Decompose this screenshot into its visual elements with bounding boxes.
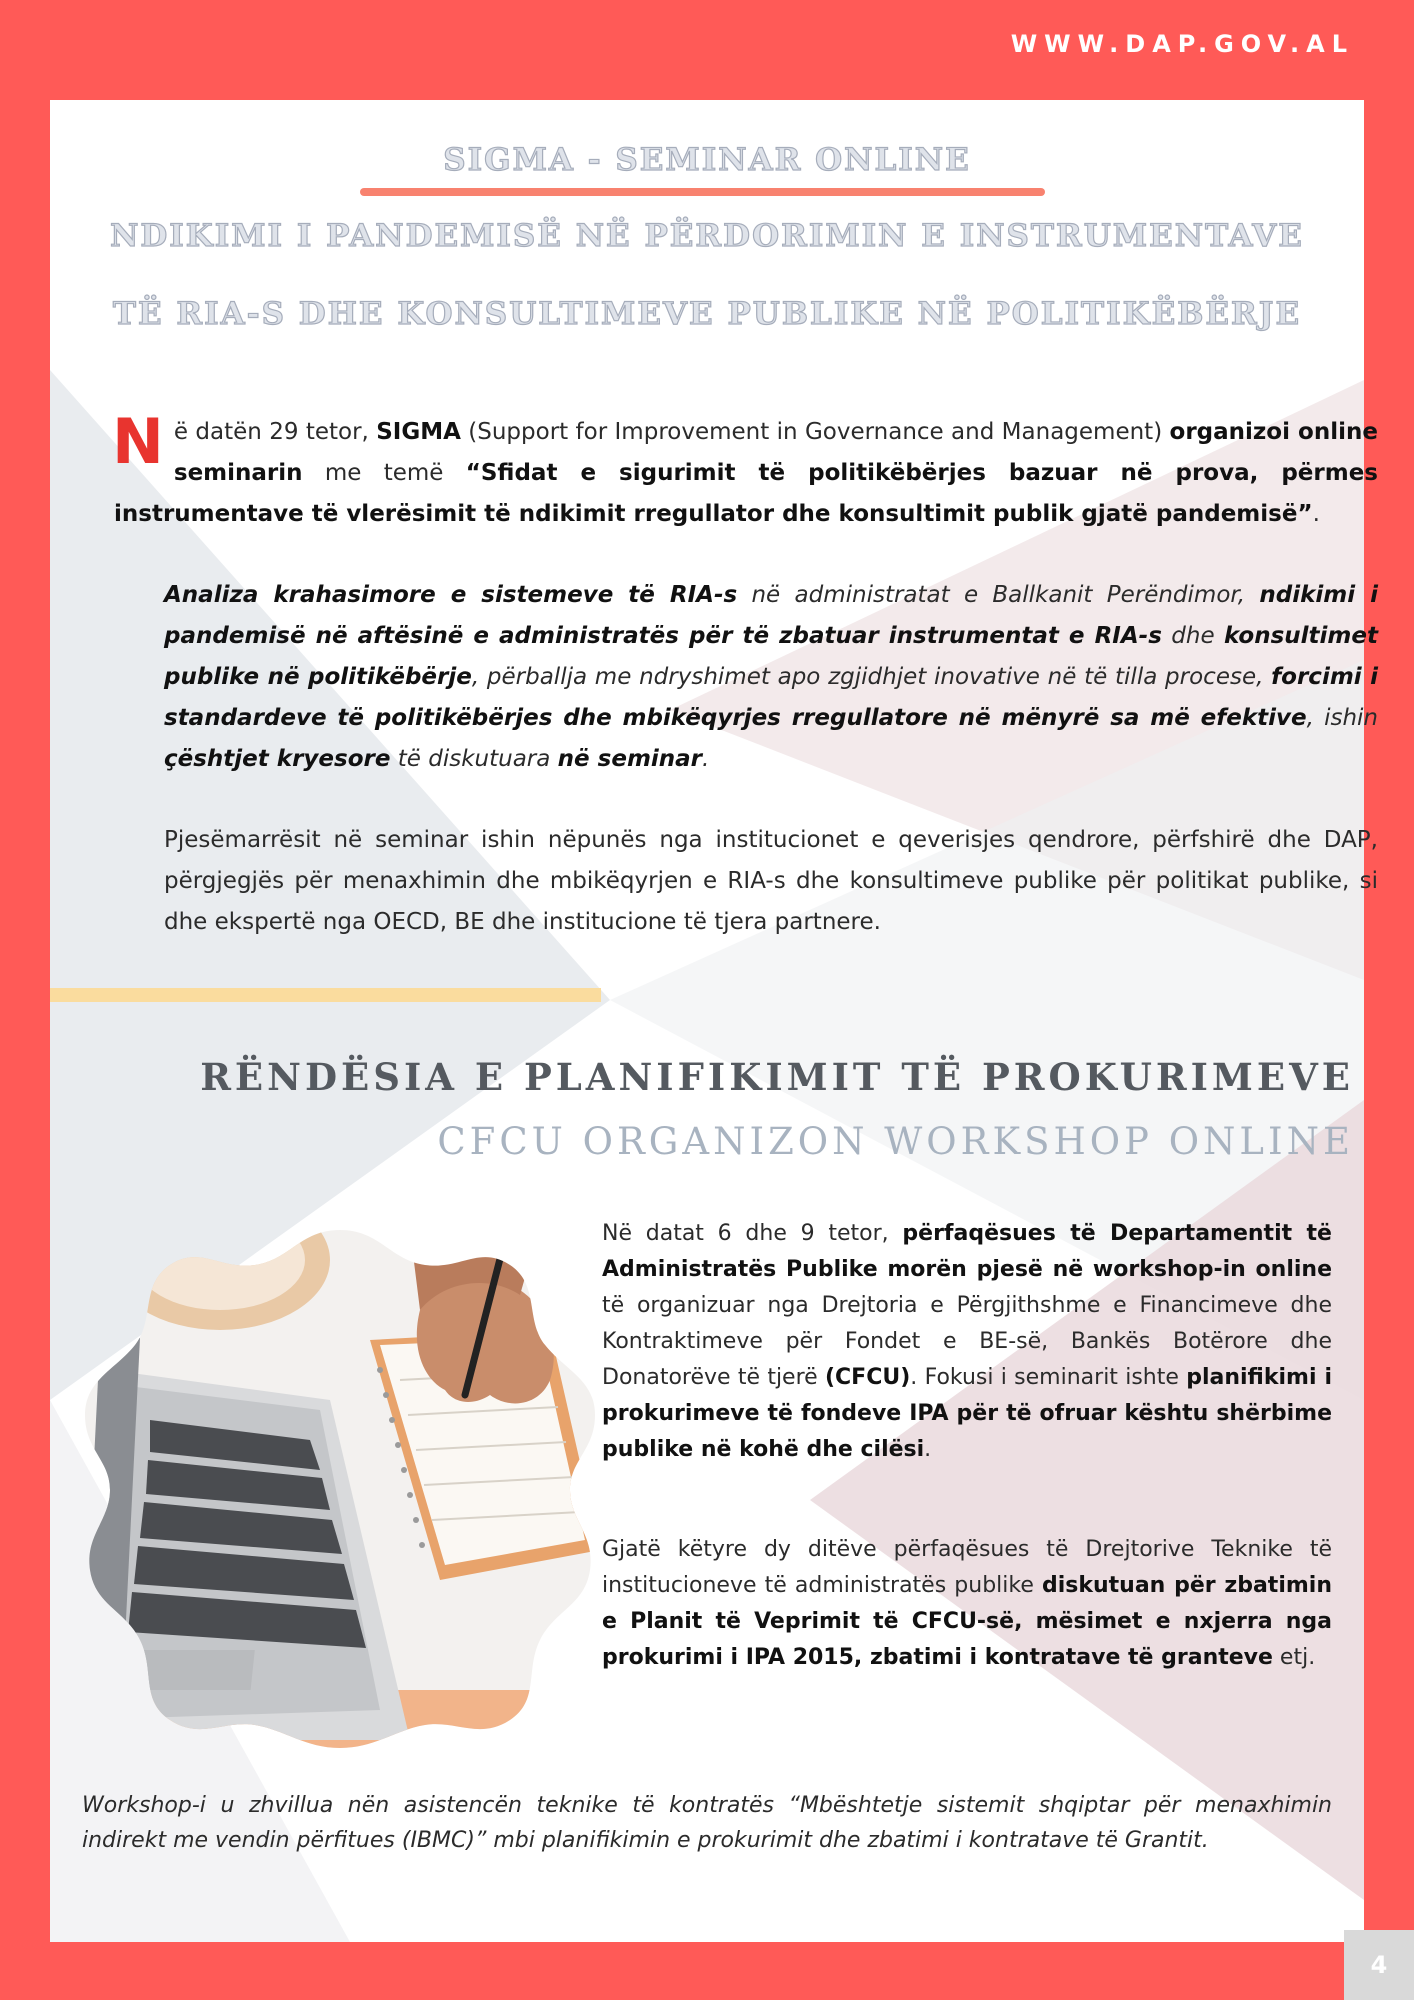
text-span: përfaqësues të Departamentit të Administratës Publike morën pjesë në workshop-in online <box>602 1221 1332 1282</box>
photo-illustration <box>80 1220 600 1750</box>
text-span: konsultimet publike në politikëbërje <box>164 623 1378 690</box>
text-span: . <box>1312 501 1320 527</box>
text-span: në seminar <box>557 746 703 772</box>
text-span: forcimi i standardeve të politikëbërjes dhe mbikëqyrjes rregullatore në mënyrë sa më efektive <box>164 664 1378 731</box>
dropcap: N <box>112 405 164 478</box>
text-span: . Fokusi i seminarit ishte <box>910 1365 1187 1390</box>
laptop-notebook-photo <box>80 1220 600 1750</box>
text-span: ndikimi i pandemisë në aftësinë e administratës për të zbatuar instrumentat e RIA-s <box>164 582 1378 649</box>
article1-paragraph2 <box>114 575 1378 780</box>
article1-paragraph3: Pjesëmarrësit në seminar ishin nëpunës nga institucionet e qeverisjes qendrore, përfshirë dhe DAP, përgjegjës për menaxhimin dhe mbikëqyrjen e RIA-s dhe konsultimeve publike për politikat publike, si dhe ekspertë nga OECD, BE dhe institucione të tjera partnere. <box>164 827 1378 935</box>
text-span: me temë <box>302 460 466 486</box>
text-span: , ishin <box>1306 705 1378 731</box>
article2-paragraph2 <box>602 1532 1332 1676</box>
text-span: diskutuan për zbatimin e Planit të Veprimit të CFCU-së, mësimet e nxjerra nga prokurimi i IPA 2015, zbatimi i kontratave të granteve <box>602 1573 1332 1670</box>
site-url: WWW.DAP.GOV.AL <box>1010 30 1354 58</box>
text-span: . <box>702 746 710 772</box>
page <box>50 100 1378 1942</box>
article1-title-line1: NDIKIMI I PANDEMISË NË PËRDORIMIN E INSTRUMENTAVE <box>110 218 1304 254</box>
article2-paragraph3: Workshop-i u zhvillua nën asistencën teknike të kontratës “Mbështetje sistemit shqiptar për menaxhimin indirekt me vendin përfitues (IBMC)” mbi planifikimin e prokurimit dhe zbatimi i kontratave të Grantit. <box>82 1793 1332 1853</box>
text-span: Analiza krahasimore e sistemeve të RIA-s <box>164 582 738 608</box>
text-span: , përballja me ndryshimet apo zgjidhjet inovative në të tilla procese, <box>471 664 1272 690</box>
text-span: dhe <box>1161 623 1224 649</box>
article1-title-line2: TË RIA-S DHE KONSULTIMEVE PUBLIKE NË POLITIKËBËRJE <box>112 296 1302 332</box>
article1-kicker: SIGMA - SEMINAR ONLINE <box>443 142 971 178</box>
text-span: në administratat e Ballkanit Perëndimor, <box>737 582 1260 608</box>
article2-title: RËNDËSIA E PLANIFIKIMIT TË PROKURIMEVE <box>200 1055 1354 1099</box>
text-span: të diskutuara <box>390 746 558 772</box>
text-span: etj. <box>1272 1645 1316 1670</box>
section-divider <box>50 988 601 1002</box>
text-span: (Support for Improvement in Governance and Management) <box>460 419 1170 445</box>
text-span: Në datat 6 dhe 9 tetor, <box>602 1221 903 1246</box>
article1-paragraph1 <box>112 405 1378 535</box>
text-span: organizoi online seminarin <box>173 419 1378 486</box>
text-span: të organizuar nga Drejtoria e Përgjithshme e Financimeve dhe Kontraktimeve për Fondet e BE-së, Bankës Botërore dhe Donatorëve të tjerë <box>602 1293 1332 1390</box>
text-span: çështjet kryesore <box>164 746 391 772</box>
text-span: (CFCU) <box>824 1365 911 1390</box>
text-span: Gjatë këtyre dy ditëve përfaqësues të Drejtorive Teknike të institucioneve të administratës publike <box>602 1537 1332 1598</box>
text-span: SIGMA <box>376 419 461 445</box>
accent-underline <box>360 188 1045 196</box>
text-span: . <box>924 1437 932 1462</box>
text-span: “Sfidat e sigurimit të politikëbërjes bazuar në prova, përmes instrumentave të vlerësimit të ndikimit rregullator dhe konsultimit publik gjatë pandemisë” <box>114 460 1378 527</box>
text-span: planifikimi i prokurimeve të fondeve IPA për të ofruar kështu shërbime publike në kohë dhe cilësi <box>602 1365 1332 1462</box>
text-span: ë datën 29 tetor, <box>173 419 377 445</box>
article2-paragraph1 <box>602 1216 1332 1468</box>
article2-subtitle: CFCU ORGANIZON WORKSHOP ONLINE <box>437 1120 1354 1163</box>
page-number: 4 <box>1344 1930 1414 2000</box>
